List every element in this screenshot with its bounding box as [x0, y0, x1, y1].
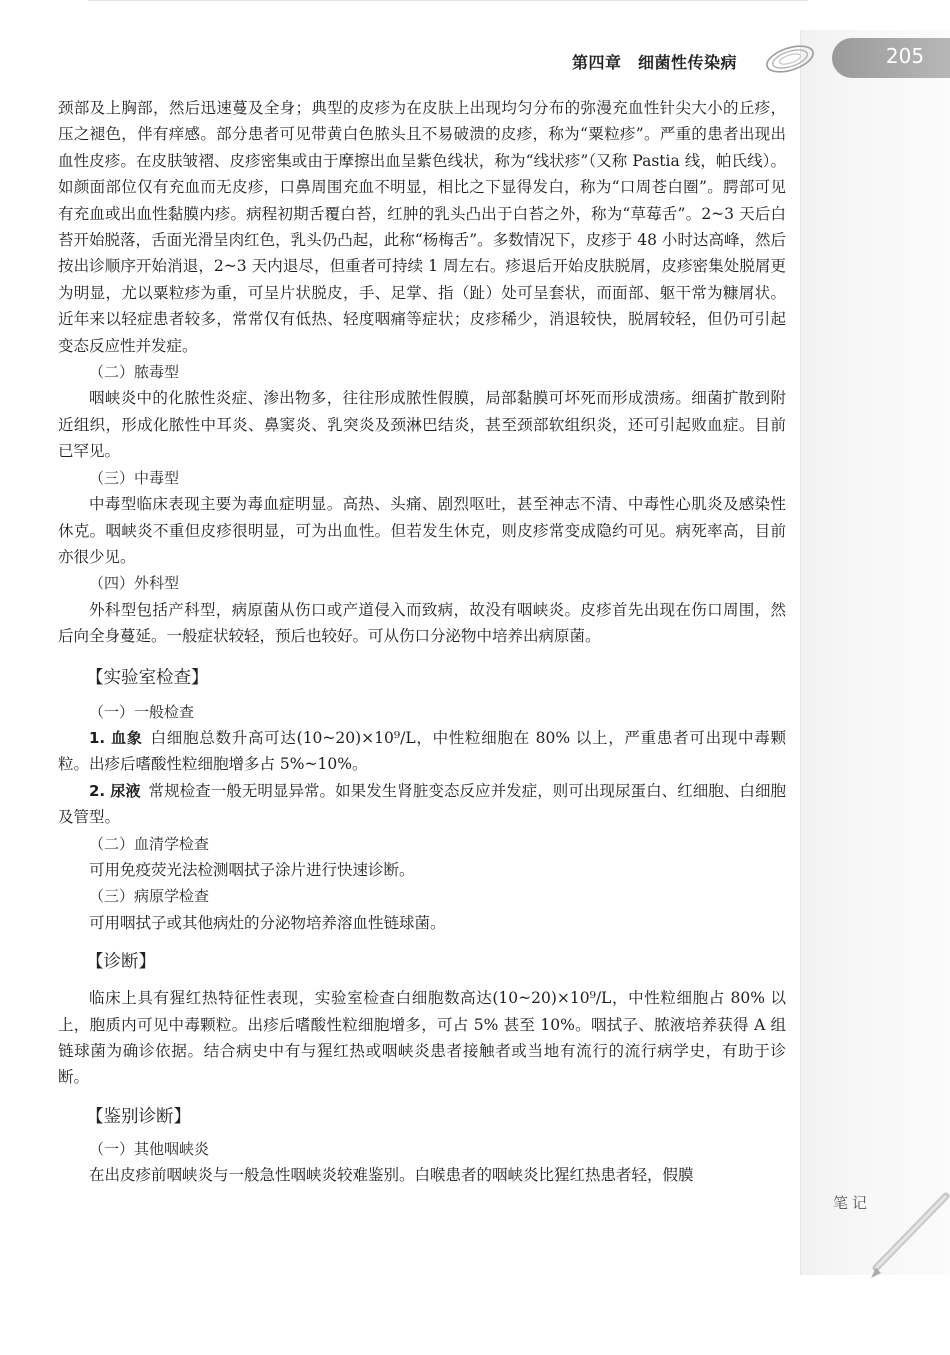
heading-pus-type: （二）脓毒型: [89, 363, 180, 382]
chapter-title: 第四章 细菌性传染病: [572, 53, 738, 72]
paragraph-rash: 颈部及上胸部，然后迅速蔓及全身；典型的皮疹为在皮肤上出现均匀分布的弥漫充血性针尖大小的丘疹，压之褪色，伴有痒感。部分患者可见带黄白色脓头且不易破溃的皮疹，称为“粟粒疹”。严重的患者出现出血性皮疹。在皮肤皱褶、皮疹密集或由于摩擦出血呈紫色线状，称为“线状疹”（又称 Pastia 线，帕氏线）。如颜面部位仅有充血而无皮疹，口鼻周围充血不明显，相比之下显得发白，称为“口周苍白圈”。腭部可见有充血或出血性黏膜内疹。病程初期舌覆白苔，红肿的乳头凸出于白苔之外，称为“草莓舌”。2~3 天后白苔开始脱落，舌面光滑呈肉红色，乳头仍凸起，此称“杨梅舌”。多数情况下，皮疹于 48 小时达高峰，然后按出诊顺序开始消退，2~3 天内退尽，但重者可持续 1 周左右。疹退后开始皮肤脱屑，皮疹密集处脱屑更为明显，尤以粟粒疹为重，可呈片状脱皮，手、足掌、指（趾）处可呈套状，而面部、躯干常为糠屑状。近年来以轻症患者较多，常常仅有低热、轻度咽痛等症状；皮疹稀少，消退较快，脱屑较轻，但仍可引起变态反应性并发症。: [58, 99, 786, 355]
paragraph-diagnosis: 临床上具有猩红热特征性表现，实验室检查白细胞数高达(10~20)×10⁹/L，中性粒细胞占 80% 以上，胞质内可见中毒颗粒。出疹后嗜酸性粒细胞增多，可占 5% 甚至 10%。咽拭子、脓液培养获得 A 组链球菌为确诊依据。结合病史中有与猩红热或咽峡炎患者接触者或当地有流行的流行病学史，有助于诊断。: [58, 989, 786, 1087]
paragraph-surgical-type: 外科型包括产科型，病原菌从伤口或产道侵入而致病，故没有咽峡炎。皮疹首先出现在伤口周围，然后向全身蔓延。一般症状较轻，预后也较好。可从伤口分泌物中培养出病原菌。: [58, 600, 786, 646]
text-blood: 白细胞总数升高可达(10~20)×10⁹/L，中性粒细胞在 80% 以上，严重患者可出现中毒颗粒。出疹后嗜酸性粒细胞增多占 5%~10%。: [58, 728, 787, 774]
heading-general-exam: （一）一般检查: [89, 702, 195, 721]
paragraph-urine: [58, 778, 786, 831]
page-number: 205: [885, 44, 925, 68]
heading-serum-exam: （二）血清学检查: [89, 834, 210, 853]
section-title-diagnosis: 【诊断】: [86, 952, 156, 973]
paragraph-pathogen: 可用咽拭子或其他病灶的分泌物培养溶血性链球菌。: [89, 913, 446, 932]
heading-surgical-type: （四）外科型: [89, 574, 180, 593]
top-hairline: [88, 0, 808, 1]
swirl-logo-icon: [762, 38, 818, 80]
label-blood: 1. 血象: [89, 728, 143, 747]
text-urine: 常规检查一般无明显异常。如果发生肾脏变态反应并发症，则可出现尿蛋白、红细胞、白细胞及管型。: [58, 781, 786, 827]
pencil-icon: [852, 1188, 950, 1284]
heading-other-pharyngitis: （一）其他咽峡炎: [89, 1139, 210, 1158]
paragraph-serum: 可用免疫荧光法检测咽拭子涂片进行快速诊断。: [89, 860, 415, 879]
heading-pathogen-exam: （三）病原学检查: [89, 887, 210, 906]
paragraph-pus-type: 咽峡炎中的化脓性炎症、渗出物多，往往形成脓性假膜，局部黏膜可坏死而形成溃疡。细菌扩散到附近组织，形成化脓性中耳炎、鼻窦炎、乳突炎及颈淋巴结炎，甚至颈部软组织炎，还可引起败血症。目前已罕见。: [58, 389, 786, 461]
section-title-differential: 【鉴别诊断】: [86, 1106, 191, 1127]
paragraph-differential: 在出皮疹前咽峡炎与一般急性咽峡炎较难鉴别。白喉患者的咽峡炎比猩红热患者轻，假膜: [89, 1166, 694, 1185]
section-title-lab: 【实验室检查】: [86, 667, 209, 688]
page-content: [58, 95, 786, 1189]
notes-label: 笔记: [833, 1194, 872, 1212]
label-urine: 2. 尿液: [89, 781, 141, 800]
paragraph-blood: [58, 725, 786, 778]
paragraph-toxic-type: 中毒型临床表现主要为毒血症明显。高热、头痛、剧烈呕吐，甚至神志不清、中毒性心肌炎及感染性休克。咽峡炎不重但皮疹很明显，可为出血性。但若发生休克，则皮疹常变成隐约可见。病死率高，目前亦很少见。: [58, 495, 786, 566]
heading-toxic-type: （三）中毒型: [89, 468, 180, 487]
notes-margin-column: [800, 30, 950, 1275]
